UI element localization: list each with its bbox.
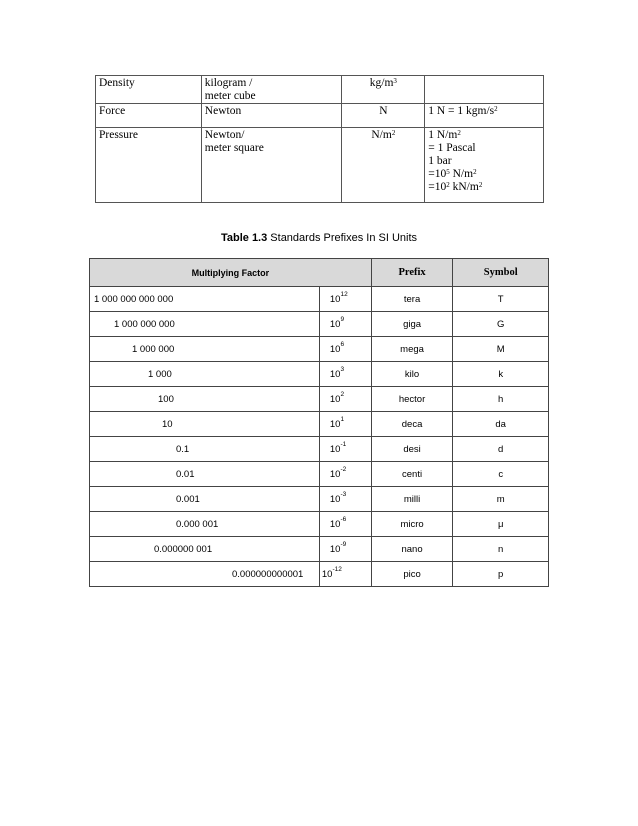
unit-line: meter cube [204, 90, 256, 102]
prefix-table-header-row [90, 259, 549, 287]
unit-line: Newton [204, 105, 242, 117]
symbol-base: kg/m [369, 77, 394, 89]
prefix-name-cell: deca [371, 412, 453, 437]
relation-text: 1 N/m [428, 129, 458, 141]
power-value [320, 415, 345, 430]
relation-cell [425, 104, 544, 128]
power-value [320, 290, 348, 305]
power-value [320, 340, 345, 355]
prefix-name-cell: mega [371, 337, 453, 362]
power-base: 10 [329, 293, 341, 305]
power-exponent: -3 [340, 490, 347, 498]
header-prefix: Prefix [371, 259, 453, 287]
prefix-name-cell: milli [371, 487, 453, 512]
factor-cell [90, 412, 320, 437]
quantity-cell: Force [96, 104, 202, 128]
symbol-cell: m [453, 487, 549, 512]
symbol-cell: k [453, 362, 549, 387]
symbol-cell: G [453, 312, 549, 337]
power-exponent: -2 [340, 465, 347, 473]
power-exponent: 9 [340, 315, 345, 323]
power-exponent: 2 [340, 390, 345, 398]
prefix-row [90, 412, 549, 437]
factor-value: 0.1 [176, 443, 190, 455]
caption-label: Table 1.3 [220, 232, 268, 244]
factor-value: 0.000000000001 [232, 568, 304, 580]
factor-cell [90, 287, 320, 312]
prefix-table-body [90, 287, 549, 587]
symbol-cell: T [453, 287, 549, 312]
power-cell [319, 437, 371, 462]
power-value [320, 490, 347, 505]
symbol-cell [342, 104, 425, 128]
power-cell [319, 362, 371, 387]
power-base: 10 [329, 543, 341, 555]
factor-cell [90, 437, 320, 462]
factor-cell [90, 362, 320, 387]
prefix-row [90, 287, 549, 312]
prefix-row [90, 487, 549, 512]
factor-value: 1 000 000 [132, 343, 175, 355]
relation-text: 1 bar [428, 155, 452, 167]
relation-text: 1 N = 1 kgm/s [428, 105, 495, 117]
prefix-name-cell: giga [371, 312, 453, 337]
power-value [320, 365, 345, 380]
power-cell [319, 537, 371, 562]
quantity-cell: Pressure [96, 128, 202, 203]
prefix-name-cell: pico [371, 562, 453, 587]
symbol-cell [342, 128, 425, 203]
prefix-row [90, 362, 549, 387]
factor-value: 1 000 000 000 000 [94, 293, 174, 305]
factor-cell [90, 387, 320, 412]
prefix-row [90, 387, 549, 412]
factor-cell [90, 512, 320, 537]
prefix-row [90, 437, 549, 462]
power-cell [319, 562, 371, 587]
symbol-cell: M [453, 337, 549, 362]
relation-exponent: 2 [473, 168, 477, 176]
power-exponent: 1 [340, 415, 345, 423]
unit-cell [201, 104, 342, 128]
factor-value: 0.01 [176, 468, 195, 480]
caption-text: Standards Prefixes In SI Units [270, 232, 418, 244]
power-value [320, 565, 342, 580]
power-base: 10 [329, 518, 341, 530]
prefix-row [90, 537, 549, 562]
symbol-cell [342, 76, 425, 104]
power-base: 10 [329, 418, 341, 430]
prefix-row [90, 337, 549, 362]
unit-cell [201, 128, 342, 203]
power-base: 10 [329, 343, 341, 355]
unit-line: Newton/ [204, 129, 245, 141]
factor-cell [90, 312, 320, 337]
power-cell [319, 412, 371, 437]
symbol-cell: n [453, 537, 549, 562]
power-exponent: 12 [340, 290, 348, 298]
power-exponent: -12 [332, 565, 342, 573]
relation-cell [425, 128, 544, 203]
relation-line [428, 181, 540, 194]
symbol-exponent: 3 [393, 77, 397, 85]
unit-line: meter square [204, 142, 264, 154]
power-value [320, 315, 345, 330]
power-exponent: -6 [340, 515, 347, 523]
prefix-row [90, 462, 549, 487]
prefix-name-cell: tera [371, 287, 453, 312]
quantity-cell: Density [96, 76, 202, 104]
factor-value: 100 [158, 393, 174, 405]
symbol-base: N/m [371, 129, 392, 141]
factor-cell [90, 337, 320, 362]
prefix-row [90, 512, 549, 537]
power-base: 10 [321, 568, 333, 580]
factor-value: 10 [162, 418, 173, 430]
symbol-cell: c [453, 462, 549, 487]
units-table [95, 75, 544, 203]
relation-exponent: 2 [494, 105, 498, 113]
table-caption [0, 232, 638, 244]
relation-text: =10 [428, 181, 447, 193]
power-cell [319, 487, 371, 512]
header-multiplying-factor: Multiplying Factor [90, 259, 372, 287]
prefix-name-cell: desi [371, 437, 453, 462]
prefix-row [90, 312, 549, 337]
prefix-table [89, 258, 549, 587]
relation-line [428, 142, 540, 155]
relation-exponent: 5 [446, 168, 450, 176]
unit-cell [201, 76, 342, 104]
relation-text: N/m [449, 168, 474, 180]
power-base: 10 [329, 318, 341, 330]
factor-cell [90, 562, 320, 587]
relation-exponent: 2 [457, 129, 461, 137]
power-exponent: 3 [340, 365, 345, 373]
power-value [320, 515, 347, 530]
power-value [320, 440, 347, 455]
symbol-cell: da [453, 412, 549, 437]
factor-cell [90, 462, 320, 487]
power-value [320, 390, 345, 405]
symbol-base: N [379, 105, 388, 117]
prefix-name-cell: nano [371, 537, 453, 562]
relation-line [428, 155, 540, 168]
units-table-body [96, 76, 544, 203]
prefix-name-cell: centi [371, 462, 453, 487]
factor-value: 1 000 [148, 368, 172, 380]
power-base: 10 [329, 368, 341, 380]
relation-line [428, 129, 540, 142]
prefix-name-cell: hector [371, 387, 453, 412]
relation-text: =10 [428, 168, 447, 180]
factor-value: 0.000000 001 [154, 543, 213, 555]
factor-value: 1 000 000 000 [114, 318, 175, 330]
power-exponent: 6 [340, 340, 345, 348]
power-cell [319, 462, 371, 487]
factor-cell [90, 487, 320, 512]
relation-cell [425, 76, 544, 104]
symbol-cell: μ [453, 512, 549, 537]
prefix-name-cell: micro [371, 512, 453, 537]
units-row [96, 128, 544, 203]
power-value [320, 540, 347, 555]
prefix-row [90, 562, 549, 587]
power-value [320, 465, 347, 480]
power-exponent: -1 [340, 440, 347, 448]
relation-exponent: 2 [478, 181, 483, 189]
power-base: 10 [329, 393, 341, 405]
power-exponent: -9 [340, 540, 347, 548]
factor-value: 0.001 [176, 493, 200, 505]
power-cell [319, 337, 371, 362]
units-row [96, 104, 544, 128]
symbol-exponent: 2 [391, 129, 396, 137]
unit-line: kilogram / [204, 77, 253, 89]
symbol-cell: d [453, 437, 549, 462]
power-base: 10 [329, 468, 341, 480]
power-cell [319, 312, 371, 337]
relation-exponent: 2 [446, 181, 450, 189]
prefix-name-cell: kilo [371, 362, 453, 387]
factor-cell [90, 537, 320, 562]
power-cell [319, 287, 371, 312]
header-symbol: Symbol [453, 259, 549, 287]
power-cell [319, 512, 371, 537]
symbol-cell: h [453, 387, 549, 412]
relation-line [428, 168, 540, 181]
relation-text: kN/m [449, 181, 479, 193]
symbol-cell: p [453, 562, 549, 587]
power-base: 10 [329, 493, 341, 505]
relation-line [428, 105, 540, 118]
relation-text: = 1 Pascal [428, 142, 476, 154]
power-base: 10 [329, 443, 341, 455]
units-row [96, 76, 544, 104]
factor-value: 0.000 001 [176, 518, 219, 530]
power-cell [319, 387, 371, 412]
